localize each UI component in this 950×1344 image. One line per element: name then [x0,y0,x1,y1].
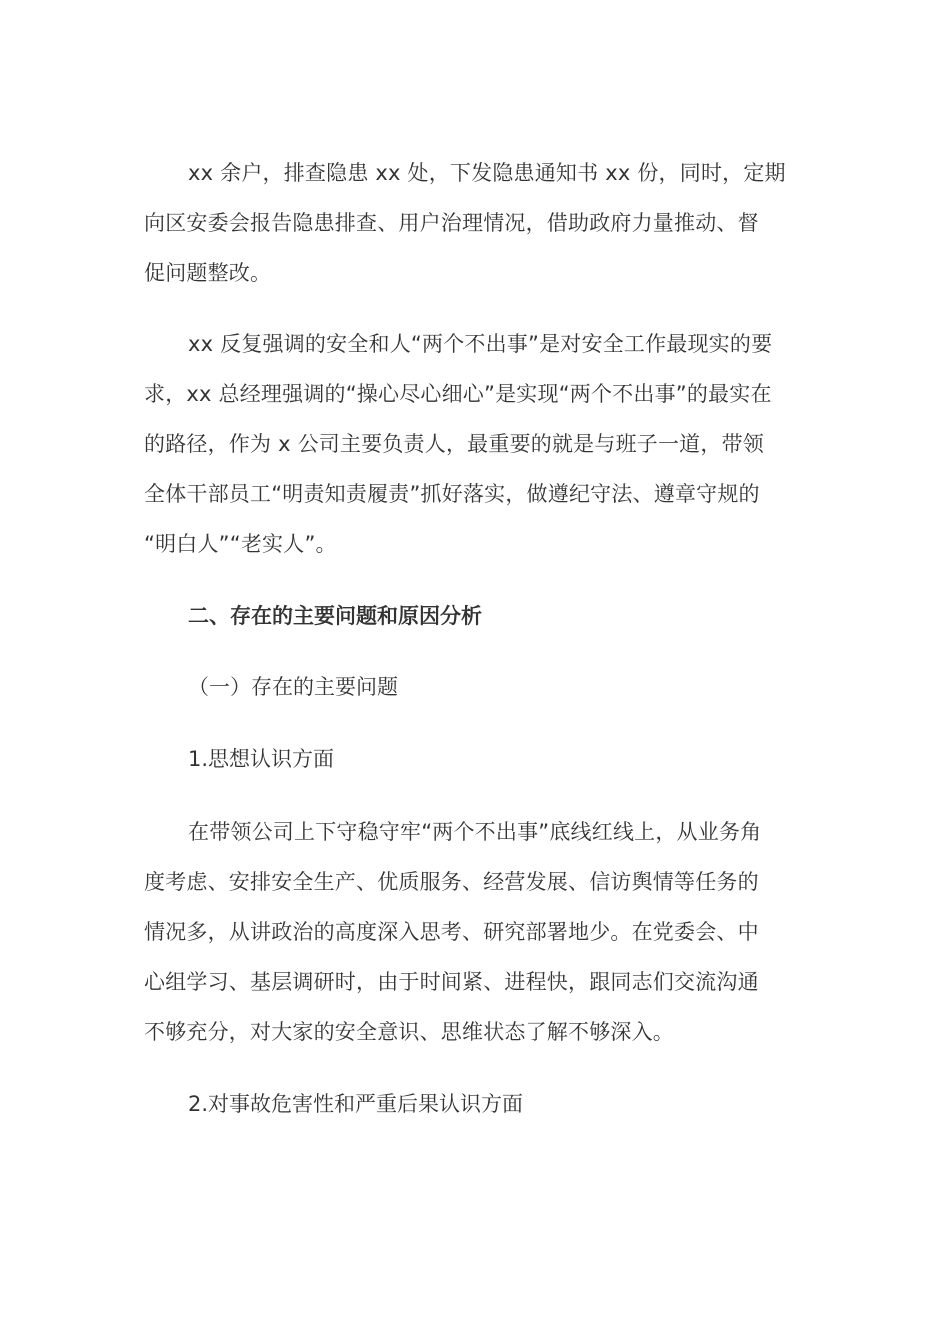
paragraph-line: 全体干部员工“明责知责履责”抓好落实，做遵纪守法、遵章守规的 [144,482,760,506]
paragraph-line: 在带领公司上下守稳守牢“两个不出事”底线红线上，从业务角 [188,820,762,844]
paragraph-line: 心组学习、基层调研时，由于时间紧、进程快，跟同志们交流沟通 [144,970,759,994]
paragraph-line: xx 余户，排查隐患 xx 处，下发隐患通知书 xx 份，同时，定期 [188,161,786,185]
paragraph-line: 求，xx 总经理强调的“操心尽心细心”是实现“两个不出事”的最实在 [144,382,772,406]
paragraph-line: 不够充分，对大家的安全意识、思维状态了解不够深入。 [144,1020,674,1044]
item-2-heading: 2.对事故危害性和严重后果认识方面 [188,1092,524,1116]
paragraph-line: 度考虑、安排安全生产、优质服务、经营发展、信访舆情等任务的 [144,870,759,894]
subsection-heading: （一）存在的主要问题 [188,675,398,699]
paragraph-line: 向区安委会报告隐患排查、用户治理情况，借助政府力量推动、督 [144,211,759,235]
paragraph-line: 情况多，从讲政治的高度深入思考、研究部署地少。在党委会、中 [144,920,759,944]
paragraph-hazard-inspection [144,148,806,298]
paragraph-line: 的路径，作为 x 公司主要负责人，最重要的就是与班子一道，带领 [144,432,764,456]
section-heading: 二、存在的主要问题和原因分析 [188,604,482,628]
paragraph-two-no-accidents [144,319,806,569]
paragraph-line: xx 反复强调的安全和人“两个不出事”是对安全工作最现实的要 [188,332,773,356]
paragraph-line: “明白人”“老实人”。 [144,532,337,556]
paragraph-line: 促问题整改。 [144,261,272,285]
paragraph-ideological-understanding [144,807,806,1057]
item-1-heading: 1.思想认识方面 [188,747,335,771]
